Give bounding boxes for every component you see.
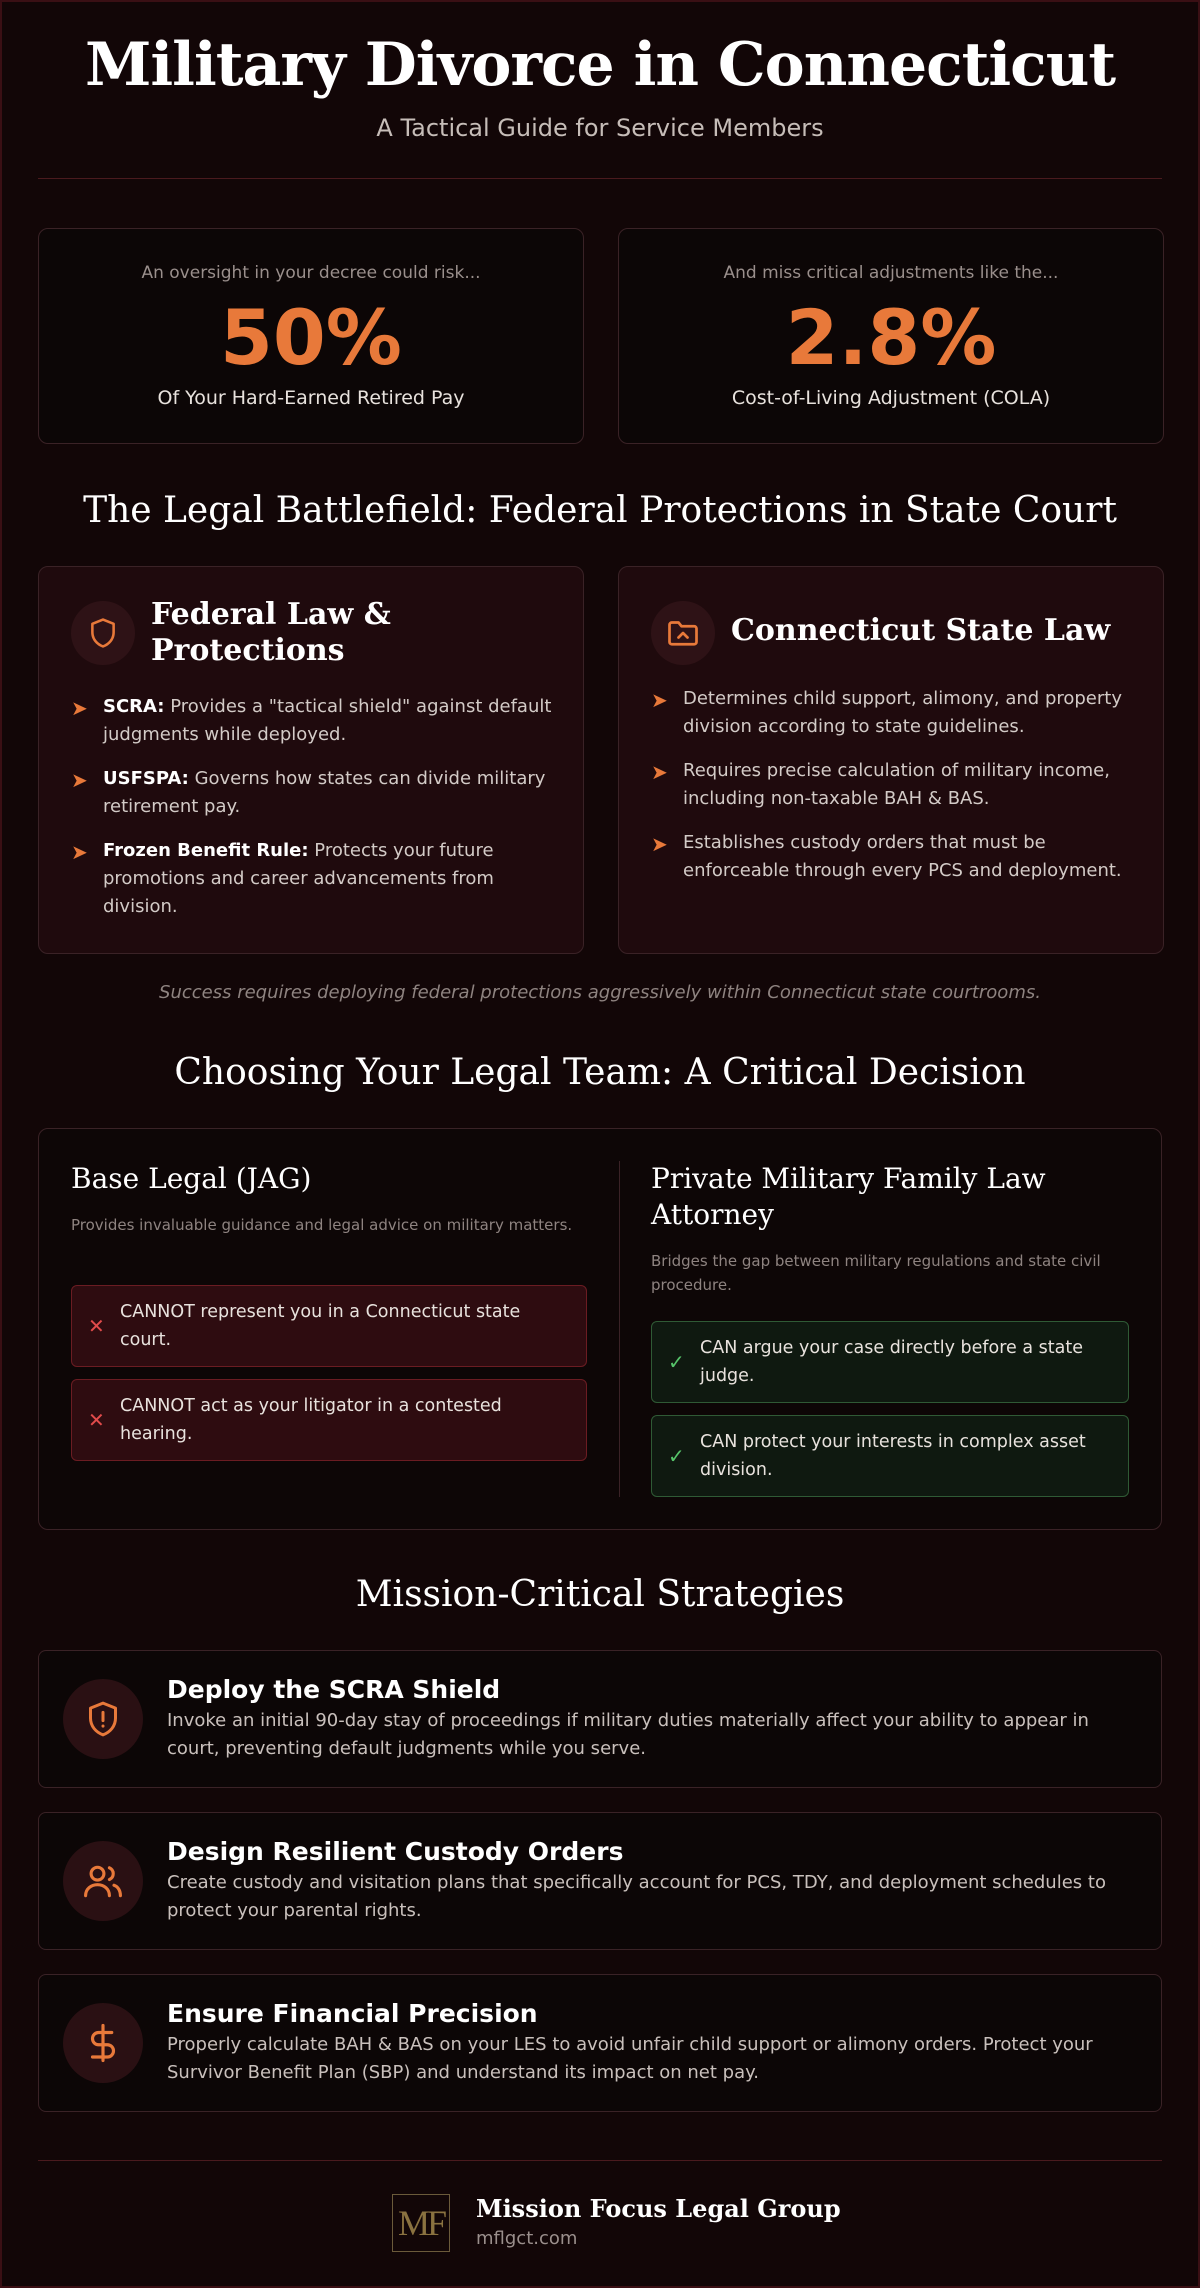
list-item [651, 757, 1135, 813]
item-label: SCRA: [103, 696, 165, 717]
x-icon: ✕ [88, 1408, 105, 1432]
limitation-item [71, 1285, 587, 1367]
shield-icon [71, 601, 135, 665]
card-title: Connecticut State Law [731, 613, 1111, 648]
arrow-icon: ➤ [71, 696, 88, 720]
stat-lead: And miss critical adjustments like the... [723, 263, 1059, 283]
page-subtitle: A Tactical Guide for Service Members [376, 114, 824, 142]
capability-item [651, 1415, 1129, 1497]
state-list [651, 685, 1135, 901]
list-item [71, 693, 555, 749]
item-text: CANNOT represent you in a Connecticut state court. [120, 1302, 521, 1350]
divider [38, 178, 1162, 179]
dollar-icon [63, 2003, 143, 2083]
arrow-icon: ➤ [71, 840, 88, 864]
strategy-title: Deploy the SCRA Shield [167, 1675, 501, 1704]
strategy-title: Design Resilient Custody Orders [167, 1837, 624, 1866]
logo-text: MF [397, 2203, 445, 2243]
card-title: Federal Law & Protections [151, 597, 391, 668]
arrow-icon: ➤ [651, 688, 668, 712]
strategy-card [38, 1812, 1162, 1950]
column-desc: Bridges the gap between military regulations and state civil procedure. [651, 1252, 1101, 1294]
list-item [71, 765, 555, 821]
strategy-card [38, 1974, 1162, 2112]
item-text: CAN argue your case directly before a state judge. [700, 1338, 1084, 1386]
users-icon [63, 1841, 143, 1921]
arrow-icon: ➤ [71, 768, 88, 792]
item-text: Establishes custody orders that must be enforceable through every PCS and deployment. [683, 832, 1122, 881]
item-label: USFSPA: [103, 768, 189, 789]
column-title: Base Legal (JAG) [71, 1162, 312, 1195]
item-text: CANNOT act as your litigator in a contested hearing. [120, 1396, 502, 1444]
item-text: Provides a "tactical shield" against default judgments while deployed. [103, 696, 552, 745]
arrow-icon: ➤ [651, 832, 668, 856]
column-private-attorney [619, 1129, 1161, 1529]
section-title-team: Choosing Your Legal Team: A Critical Decision [174, 1052, 1026, 1093]
item-text: Determines child support, alimony, and property division according to state guidelines. [683, 688, 1122, 737]
column-desc: Provides invaluable guidance and legal advice on military matters. [71, 1216, 573, 1234]
item-text: Requires precise calculation of military income, including non-taxable BAH & BAS. [683, 760, 1110, 809]
section-title-strategies: Mission-Critical Strategies [355, 1574, 845, 1615]
firm-name: Mission Focus Legal Group [476, 2194, 841, 2223]
tagline: Success requires deploying federal protections aggressively within Connecticut state courtrooms. [159, 982, 1041, 1003]
limitation-item [71, 1379, 587, 1461]
check-icon: ✓ [668, 1444, 685, 1468]
x-icon: ✕ [88, 1314, 105, 1338]
strategy-text: Create custody and visitation plans that specifically account for PCS, TDY, and deployment schedules to protect your parental rights. [167, 1872, 1106, 1921]
card-state-law [618, 566, 1164, 954]
stat-lead: An oversight in your decree could risk... [141, 263, 481, 283]
item-text: Governs how states can divide military retirement pay. [103, 768, 546, 817]
item-text: Protects your future promotions and career advancements from division. [103, 840, 494, 917]
list-item [651, 829, 1135, 885]
column-title: Private Military Family Law Attorney [651, 1162, 1046, 1232]
firm-url[interactable]: mflgct.com [476, 2228, 578, 2249]
shield-alert-icon [63, 1679, 143, 1759]
strategy-title: Ensure Financial Precision [167, 1999, 538, 2028]
stat-card-retired-pay [38, 228, 584, 444]
team-comparison [38, 1128, 1162, 1530]
folder-icon [651, 601, 715, 665]
stat-value: 50% [220, 293, 402, 382]
list-item [651, 685, 1135, 741]
stat-caption: Cost-of-Living Adjustment (COLA) [731, 387, 1051, 409]
arrow-icon: ➤ [651, 760, 668, 784]
logo [392, 2194, 450, 2252]
stat-card-cola [618, 228, 1164, 444]
strategy-text: Properly calculate BAH & BAS on your LES to avoid unfair child support or alimony orders. Protect your Survivor Benefit Plan (SBP) and understand its impact on net pay. [167, 2034, 1093, 2083]
item-label: Frozen Benefit Rule: [103, 840, 309, 861]
stat-caption: Of Your Hard-Earned Retired Pay [157, 387, 465, 409]
stat-value: 2.8% [785, 293, 997, 382]
section-title-battlefield: The Legal Battlefield: Federal Protections in State Court [83, 490, 1117, 531]
federal-list [71, 693, 555, 937]
divider [38, 2160, 1162, 2161]
capability-item [651, 1321, 1129, 1403]
strategy-text: Invoke an initial 90-day stay of proceedings if military duties materially affect your ability to appear in court, preventing default judgments while you serve. [167, 1710, 1089, 1759]
item-text: CAN protect your interests in complex asset division. [700, 1432, 1086, 1480]
check-icon: ✓ [668, 1350, 685, 1374]
column-jag [39, 1129, 619, 1529]
card-federal-law [38, 566, 584, 954]
list-item [71, 837, 555, 921]
page-title: Military Divorce in Connecticut [84, 30, 1116, 100]
strategy-card [38, 1650, 1162, 1788]
